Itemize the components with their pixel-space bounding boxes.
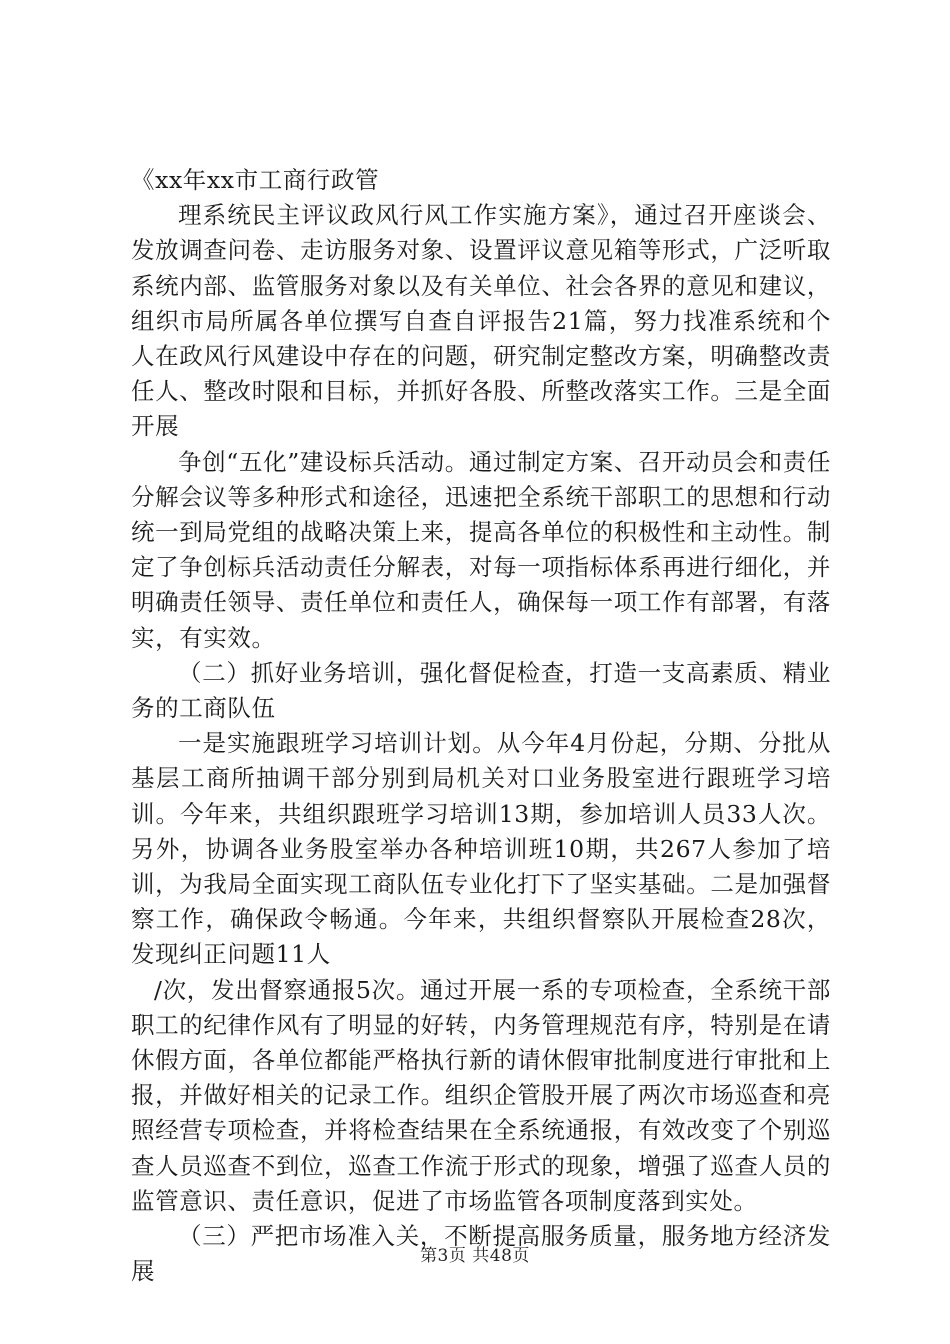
paragraph-inspection-results: /次，发出督察通报5次。通过开展一系的专项检查，全系统干部职工的纪律作风有了明显的好转，内务管理规范有序，特别是在请休假方面，各单位都能严格执行新的请休假审批制度进行审批和上报，并做好相关的记录工作。组织企管股开展了两次市场巡查和亮照经营专项检查，并将检查结果在全系统通报，有效改变了个别巡查人员巡查不到位，巡查工作流于形式的现象，增强了巡查人员的监管意识、责任意识，促进了市场监管各项制度落到实处。 xyxy=(131,975,831,1215)
section-heading-training: （二）抓好业务培训，强化督促检查，打造一支高素质、精业务的工商队伍 xyxy=(131,658,831,723)
page-number-label: 第3页 共48页 xyxy=(420,1246,530,1266)
paragraph-model-activity: 争创“五化”建设标兵活动。通过制定方案、召开动员会和责任分解会议等多种形式和途径，迅速把全系统干部职工的思想和行动统一到局党组的战略决策上来，提高各单位的积极性和主动性。制定了争创标兵活动责任分解表，对每一项指标体系再进行细化，并明确责任领导、责任单位和责任人，确保每一项工作有部署，有落实，有实效。 xyxy=(131,447,831,652)
paragraph-training-plan: 一是实施跟班学习培训计划。从今年4月份起，分期、分批从基层工商所抽调干部分别到局机关对口业务股室进行跟班学习培训。今年来，共组织跟班学习培训13期，参加培训人员33人次。另外，协调各业务股室举办各种培训班10期，共267人参加了培训，为我局全面实现工商队伍专业化打下了坚实基础。二是加强督察工作，确保政令畅通。今年来，共组织督察队开展检查28次，发现纠正问题11人 xyxy=(131,729,831,969)
section-heading-market-access: （三）严把市场准入关，不断提高服务质量，服务地方经济发展 xyxy=(131,1222,831,1286)
page-footer xyxy=(0,1241,950,1266)
paragraph-title-fragment: 《xx年xx市工商行政管 xyxy=(131,166,380,194)
document-body xyxy=(131,163,831,1290)
paragraph-evaluation-plan: 理系统民主评议政风行风工作实施方案》，通过召开座谈会、发放调查问卷、走访服务对象、设置评议意见箱等形式，广泛听取系统内部、监管服务对象以及有关单位、社会各界的意见和建议，组织市局所属各单位撰写自查自评报告21篇，努力找准系统和个人在政风行风建设中存在的问题，研究制定整改方案，明确整改责任人、整改时限和目标，并抓好各股、所整改落实工作。三是全面开展 xyxy=(131,201,831,441)
